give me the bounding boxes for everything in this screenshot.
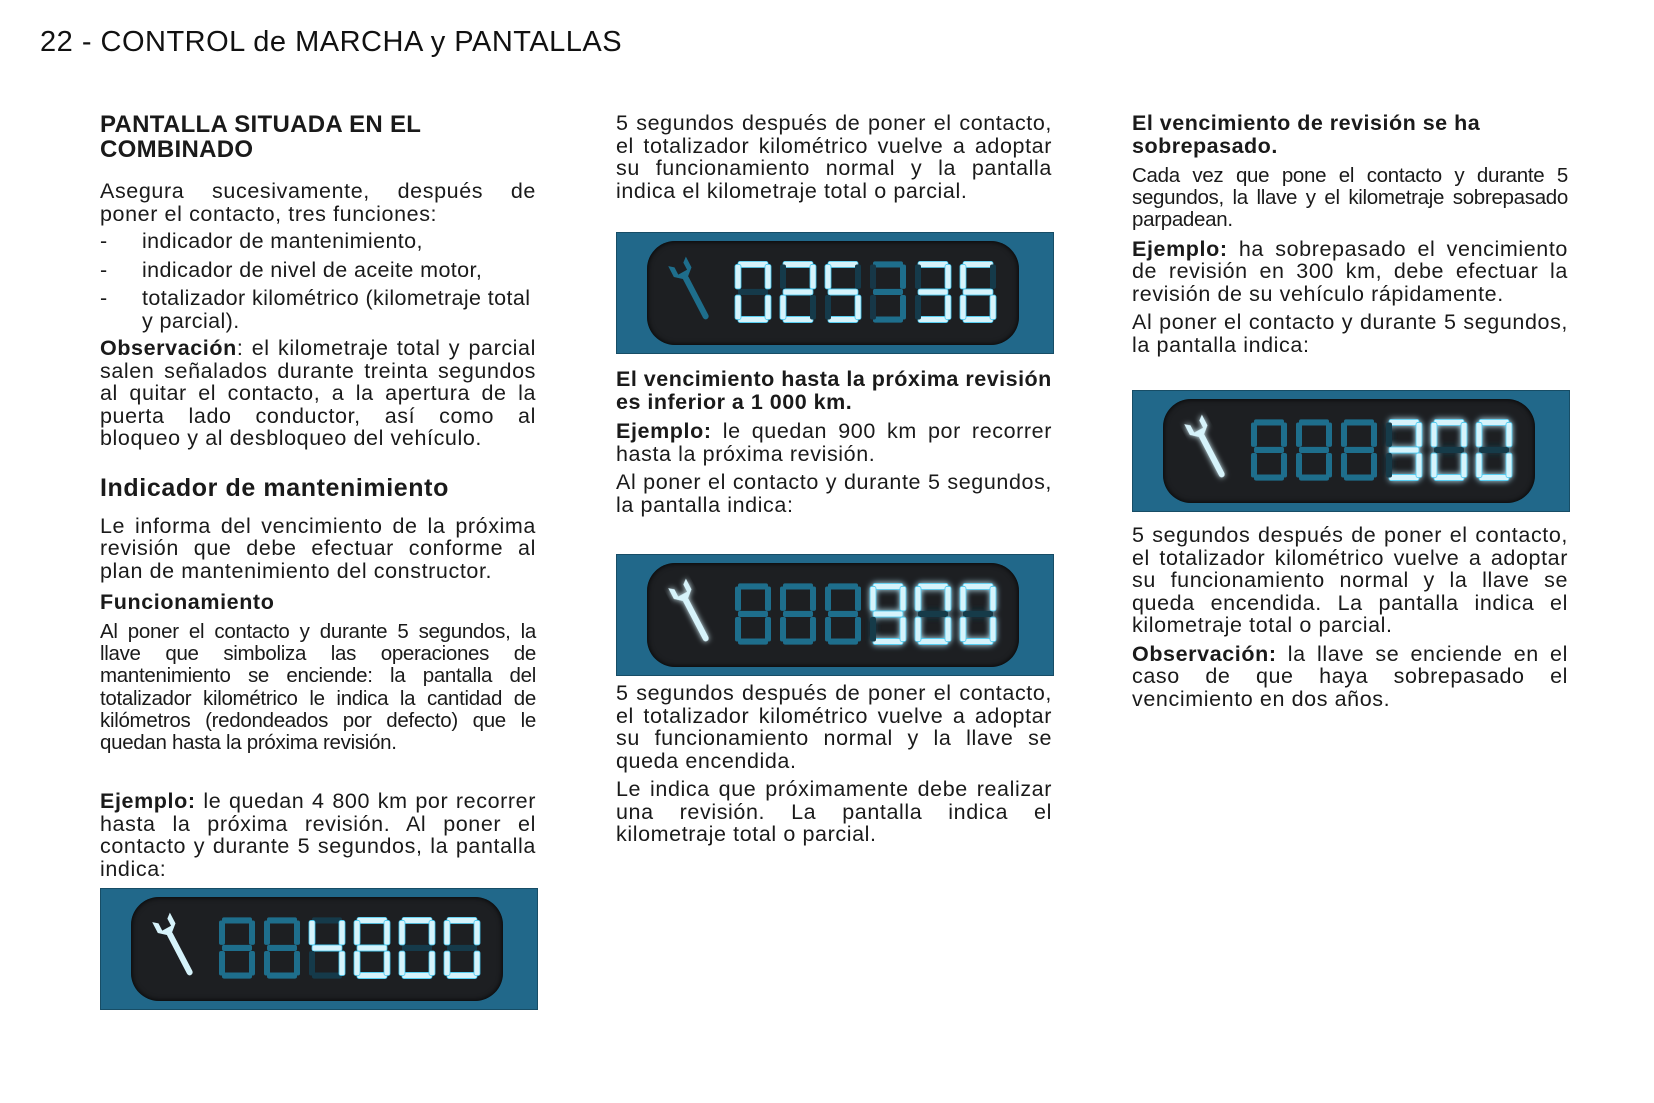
- lcd-display-4800: [100, 888, 538, 1010]
- lcd-digit: [960, 261, 996, 322]
- lcd-digit: [915, 583, 951, 644]
- lcd-digit: [444, 918, 480, 979]
- list-item-text: indicador de nivel de aceite motor,: [142, 257, 483, 282]
- list-item-text: totalizador kilométrico (kilometraje total y parcial).: [142, 286, 531, 333]
- revision-soon-paragraph: Le indica que próximamente debe realizar una revisión. La pantalla indica el kilometraje total o parcial.: [616, 777, 1052, 846]
- list-item-text: indicador de mantenimiento,: [142, 229, 423, 253]
- wrench-icon: [668, 579, 716, 646]
- lcd-digit: [780, 583, 816, 644]
- lcd-digits: [647, 241, 1019, 345]
- contact-paragraph: Al poner el contacto y durante 5 segundos, la pantalla indica:: [1132, 310, 1568, 357]
- lcd-digits: [131, 897, 503, 1001]
- lcd-digit: [1431, 420, 1467, 481]
- overdue-paragraph: Cada vez que pone el contacto y durante 5 segundos, la llave y el kilometraje sobrepasado parpadean.: [1132, 164, 1568, 232]
- overdue-heading: El vencimiento de revisión se ha sobrepasado.: [1132, 111, 1481, 158]
- lcd-digit: [870, 583, 906, 644]
- list-dash: -: [100, 257, 108, 282]
- section-title-pantalla: PANTALLA SITUADA EN EL COMBINADO: [100, 111, 421, 163]
- example-4800-paragraph: [100, 790, 536, 880]
- list-dash: -: [100, 286, 108, 310]
- lcd-digit: [264, 918, 300, 979]
- normal-operation-paragraph: 5 segundos después de poner el contacto, el totalizador kilométrico vuelve a adoptar su funcionamiento normal y la pantalla indica el kilometraje total o parcial.: [616, 111, 1052, 203]
- lcd-digit: [825, 261, 861, 322]
- contact-paragraph: Al poner el contacto y durante 5 segundos, la pantalla indica:: [616, 470, 1052, 517]
- column-3: [1132, 112, 1568, 710]
- lcd-digit: [780, 261, 816, 322]
- lcd-display-300: [1132, 390, 1570, 512]
- example-900-paragraph: [616, 420, 1052, 465]
- lcd-digits: [1163, 399, 1535, 503]
- lcd-digit: [1251, 420, 1287, 481]
- after-5s-paragraph: 5 segundos después de poner el contacto, el totalizador kilométrico vuelve a adoptar su funcionamiento normal y la llave se queda encendida.: [616, 681, 1052, 773]
- example-label: Ejemplo:: [1132, 236, 1228, 261]
- lcd-digit: [735, 583, 771, 644]
- observation-paragraph: [100, 337, 536, 450]
- lcd-screen: [647, 563, 1019, 667]
- lcd-digit: [1386, 420, 1422, 481]
- funcionamiento-paragraph: Al poner el contacto y durante 5 segundos, la llave que simboliza las operaciones de mantenimiento se enciende: la pantalla del totalizador kilométrico le indica la cantidad de kilómetros (redondeados por defecto) que le quedan hasta la próxima revisión.: [100, 620, 536, 755]
- wrench-icon: [152, 913, 200, 980]
- maintenance-paragraph: Le informa del vencimiento de la próxima revisión que debe efectuar conforme al plan de mantenimiento del constructor.: [100, 513, 536, 583]
- list-item: [100, 287, 536, 332]
- lcd-digit: [1296, 420, 1332, 481]
- list-item: [100, 230, 536, 253]
- maintenance-heading: Indicador de mantenimiento: [100, 473, 449, 502]
- intro-paragraph: Asegura sucesivamente, después de poner el contacto, tres funciones:: [100, 179, 536, 226]
- under-1000-heading: El vencimiento hasta la próxima revisión es inferior a 1 000 km.: [616, 367, 1052, 414]
- example-text: le quedan 900 km por recorrer hasta la próxima revisión.: [616, 419, 1052, 466]
- lcd-screen: [1163, 399, 1535, 503]
- lcd-screen: [131, 897, 503, 1001]
- example-text: le quedan 4 800 km por recorrer hasta la próxima revisión. Al poner el contacto y durante 5 segundos, la pantalla indica:: [100, 789, 536, 881]
- list-dash: -: [100, 229, 108, 253]
- lcd-digit: [735, 261, 771, 322]
- lcd-digit: [1476, 420, 1512, 481]
- lcd-digit: [309, 918, 345, 979]
- example-label: Ejemplo:: [100, 789, 196, 814]
- observation-paragraph: [1132, 643, 1568, 711]
- lcd-digit: [960, 583, 996, 644]
- wrench-icon: [668, 257, 716, 324]
- lcd-digit: [870, 261, 906, 322]
- list-item: [100, 259, 536, 282]
- lcd-digit: [1341, 420, 1377, 481]
- example-300-paragraph: [1132, 238, 1568, 306]
- observation-label: Observación: [100, 336, 237, 360]
- function-list: [100, 230, 536, 332]
- observation-label: Observación:: [1132, 641, 1277, 666]
- lcd-display-025336: [616, 232, 1054, 354]
- page-header: 22 - CONTROL de MARCHA y PANTALLAS: [40, 26, 623, 58]
- lcd-screen: [647, 241, 1019, 345]
- column-1: [100, 112, 536, 1010]
- example-label: Ejemplo:: [616, 419, 712, 443]
- column-2: [616, 112, 1052, 846]
- observation-text: : el kilometraje total y parcial salen señalados durante treinta segundos al quitar el contacto, a la apertura de la puerta lado conductor, así como al bloqueo y al desbloqueo del vehículo.: [100, 336, 536, 450]
- example-text: ha sobrepasado el vencimiento de revisión en 300 km, debe efectuar la revisión de su vehículo rápidamente.: [1132, 236, 1568, 306]
- lcd-digit: [825, 583, 861, 644]
- funcionamiento-heading: Funcionamiento: [100, 590, 275, 614]
- lcd-display-900: [616, 554, 1054, 676]
- lcd-digit: [915, 261, 951, 322]
- lcd-digit: [354, 918, 390, 979]
- observation-text: la llave se enciende en el caso de que haya sobrepasado el vencimiento en dos años.: [1132, 641, 1568, 711]
- lcd-digit: [399, 918, 435, 979]
- lcd-digits: [647, 563, 1019, 667]
- after-5s-paragraph: 5 segundos después de poner el contacto, el totalizador kilométrico vuelve a adoptar su funcionamiento normal y la llave se queda encendida. La pantalla indica el kilometraje total o parcial.: [1132, 523, 1568, 638]
- wrench-icon: [1184, 415, 1232, 482]
- lcd-digit: [219, 918, 255, 979]
